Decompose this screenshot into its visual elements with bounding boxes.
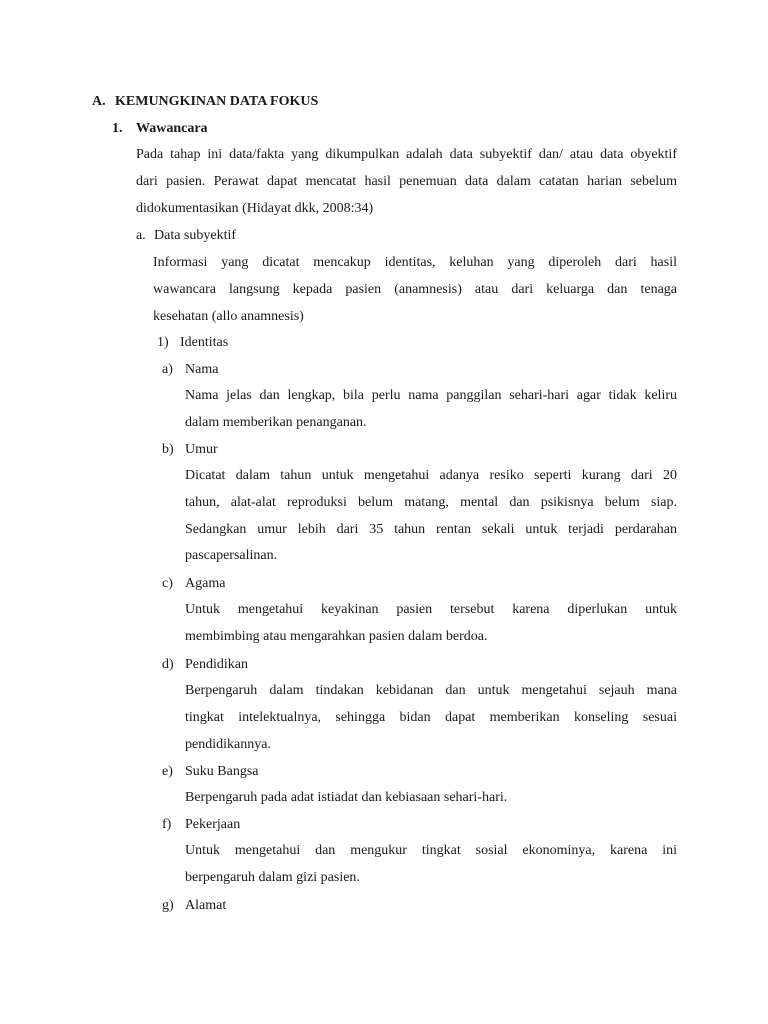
- item-title: Nama: [185, 362, 219, 377]
- subjective-marker: a.: [136, 228, 146, 243]
- paragraph-line: Berpengaruh dalam tindakan kebidanan dan untuk mengetahui sejauh mana: [185, 683, 677, 698]
- item-paragraph: [185, 463, 677, 570]
- subsection-marker: 1.: [112, 121, 123, 136]
- section-marker: A.: [92, 94, 106, 109]
- paragraph-line: didokumentasikan (Hidayat dkk, 2008:34): [136, 200, 374, 216]
- paragraph-line: tingkat intelektualnya, sehingga bidan dapat memberikan konseling sesuai: [185, 709, 677, 725]
- item-paragraph: [185, 383, 677, 437]
- paragraph-line: Untuk mengetahui dan mengukur tingkat sosial ekonominya, karena ini: [185, 843, 677, 858]
- item-marker: e): [162, 764, 173, 779]
- item-title: Umur: [185, 442, 218, 457]
- subjective-paragraph: [153, 250, 677, 330]
- paragraph-line: Sedangkan umur lebih dari 35 tahun rentan sekali untuk terjadi perdarahan: [185, 521, 677, 537]
- item-marker: b): [162, 442, 174, 457]
- item-paragraph: [185, 597, 677, 651]
- subsection-title: Wawancara: [136, 121, 208, 136]
- paragraph-line: Pada tahap ini data/fakta yang dikumpulkan adalah data subyektif dan/ atau data obyektif: [136, 147, 677, 162]
- paragraph-line: tahun, alat-alat reproduksi belum matang, mental dan psikisnya belum siap.: [185, 494, 677, 510]
- item-marker: c): [162, 576, 173, 591]
- section-title: KEMUNGKINAN DATA FOKUS: [115, 94, 319, 109]
- paragraph-line: Untuk mengetahui keyakinan pasien tersebut karena diperlukan untuk: [185, 602, 677, 617]
- identity-marker: 1): [157, 335, 169, 350]
- item-paragraph: [185, 785, 677, 812]
- item-marker: f): [162, 817, 172, 832]
- paragraph-line: pascapersalinan.: [185, 548, 278, 564]
- item-marker: a): [162, 362, 173, 377]
- paragraph-line: berpengaruh dalam gizi pasien.: [185, 869, 360, 885]
- identity-title: Identitas: [180, 335, 229, 350]
- paragraph-line: wawancara langsung kepada pasien (anamnesis) atau dari keluarga dan tenaga: [153, 281, 677, 297]
- paragraph-line: Nama jelas dan lengkap, bila perlu nama panggilan sehari-hari agar tidak keliru: [185, 388, 677, 403]
- paragraph-line: Berpengaruh pada adat istiadat dan kebiasaan sehari-hari.: [185, 790, 508, 805]
- item-paragraph: [185, 838, 677, 892]
- item-title: Alamat: [185, 898, 227, 913]
- paragraph-line: Dicatat dalam tahun untuk mengetahui adanya resiko seperti kurang dari 20: [185, 468, 677, 483]
- item-title: Pendidikan: [185, 657, 248, 672]
- paragraph-line: dalam memberikan penanganan.: [185, 414, 367, 430]
- item-paragraph: [185, 678, 677, 758]
- item-title: Suku Bangsa: [185, 764, 259, 779]
- paragraph-line: pendidikannya.: [185, 736, 271, 752]
- paragraph-line: dari pasien. Perawat dapat mencatat hasil penemuan data dalam catatan harian sebelum: [136, 173, 677, 189]
- subjective-title: Data subyektif: [154, 228, 237, 243]
- item-marker: d): [162, 657, 174, 672]
- paragraph-line: membimbing atau mengarahkan pasien dalam berdoa.: [185, 628, 488, 644]
- item-title: Agama: [185, 576, 226, 591]
- paragraph-line: Informasi yang dicatat mencakup identitas, keluhan yang diperoleh dari hasil: [153, 255, 677, 270]
- intro-paragraph: [136, 142, 677, 222]
- item-marker: g): [162, 898, 174, 913]
- paragraph-line: kesehatan (allo anamnesis): [153, 308, 304, 324]
- item-title: Pekerjaan: [185, 817, 241, 832]
